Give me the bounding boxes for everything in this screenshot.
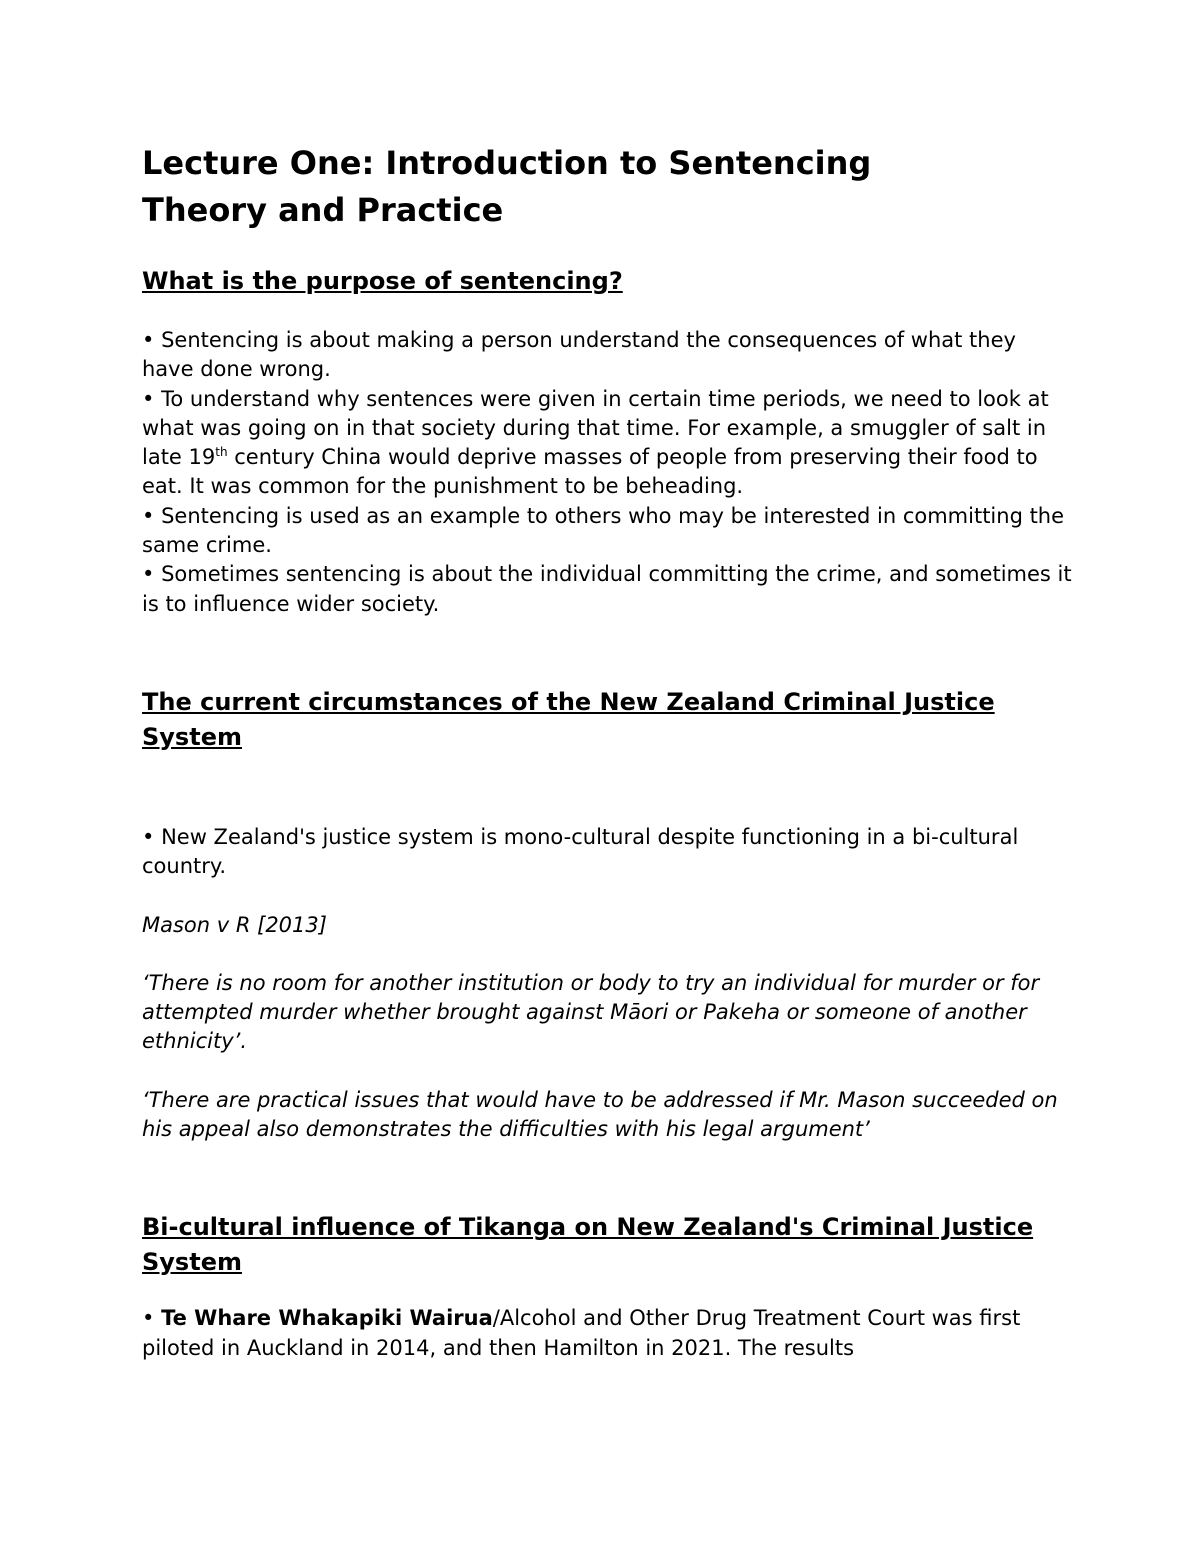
- bullet-marker: •: [142, 328, 155, 352]
- case-quote: ‘There is no room for another institution or body to try an individual for murder or for attempted murder whether brought against Māori or Pakeha or someone of another ethnicity’.: [142, 970, 1040, 1054]
- case-quote: ‘There are practical issues that would have to be addressed if Mr. Mason succeeded on his appeal also demonstrates the difficulties with his legal argument’: [142, 1087, 1058, 1142]
- list-item: • To understand why sentences were given in certain time periods, we need to look at what was going on in that society during that time. For example, a smuggler of salt in late 19th century China would deprive masses of people from preserving their food to eat. It was common for the punishment to be beheading.: [142, 386, 1049, 499]
- case-citation: Mason v R [2013]: [142, 912, 327, 937]
- document-title: Lecture One: Introduction to Sentencing Theory and Practice: [142, 144, 872, 229]
- purpose-bullet-list: [142, 326, 1072, 619]
- court-name: Te Whare Whakapiki Wairua: [161, 1306, 493, 1331]
- bullet-marker: •: [142, 562, 155, 587]
- superscript: th: [215, 445, 228, 460]
- bullet-marker: •: [142, 386, 155, 411]
- list-item: • Sentencing is about making a person understand the consequences of what they have done wrong.: [142, 328, 1016, 382]
- document-page: [142, 140, 1072, 1363]
- list-item: • Sentencing is used as an example to others who may be interested in committing the same crime.: [142, 503, 1065, 558]
- list-item: • Sometimes sentencing is about the individual committing the crime, and sometimes it is to influence wider society.: [142, 562, 1072, 616]
- list-item: • New Zealand's justice system is mono-cultural despite functioning in a bi-cultural country.: [142, 824, 1019, 879]
- bullet-marker: •: [142, 503, 155, 528]
- section-heading-current-circumstances: The current circumstances of the New Zealand Criminal Justice System: [142, 687, 995, 751]
- section-heading-purpose: What is the purpose of sentencing?: [142, 267, 623, 295]
- list-item: • Te Whare Whakapiki Wairua/Alcohol and Other Drug Treatment Court was first piloted in Auckland in 2014, and then Hamilton in 2021. The results: [142, 1306, 1021, 1360]
- section-heading-bicultural-influence: Bi-cultural influence of Tikanga on New Zealand's Criminal Justice System: [142, 1213, 1034, 1277]
- bullet-marker: •: [142, 1306, 155, 1331]
- bullet-marker: •: [142, 824, 155, 849]
